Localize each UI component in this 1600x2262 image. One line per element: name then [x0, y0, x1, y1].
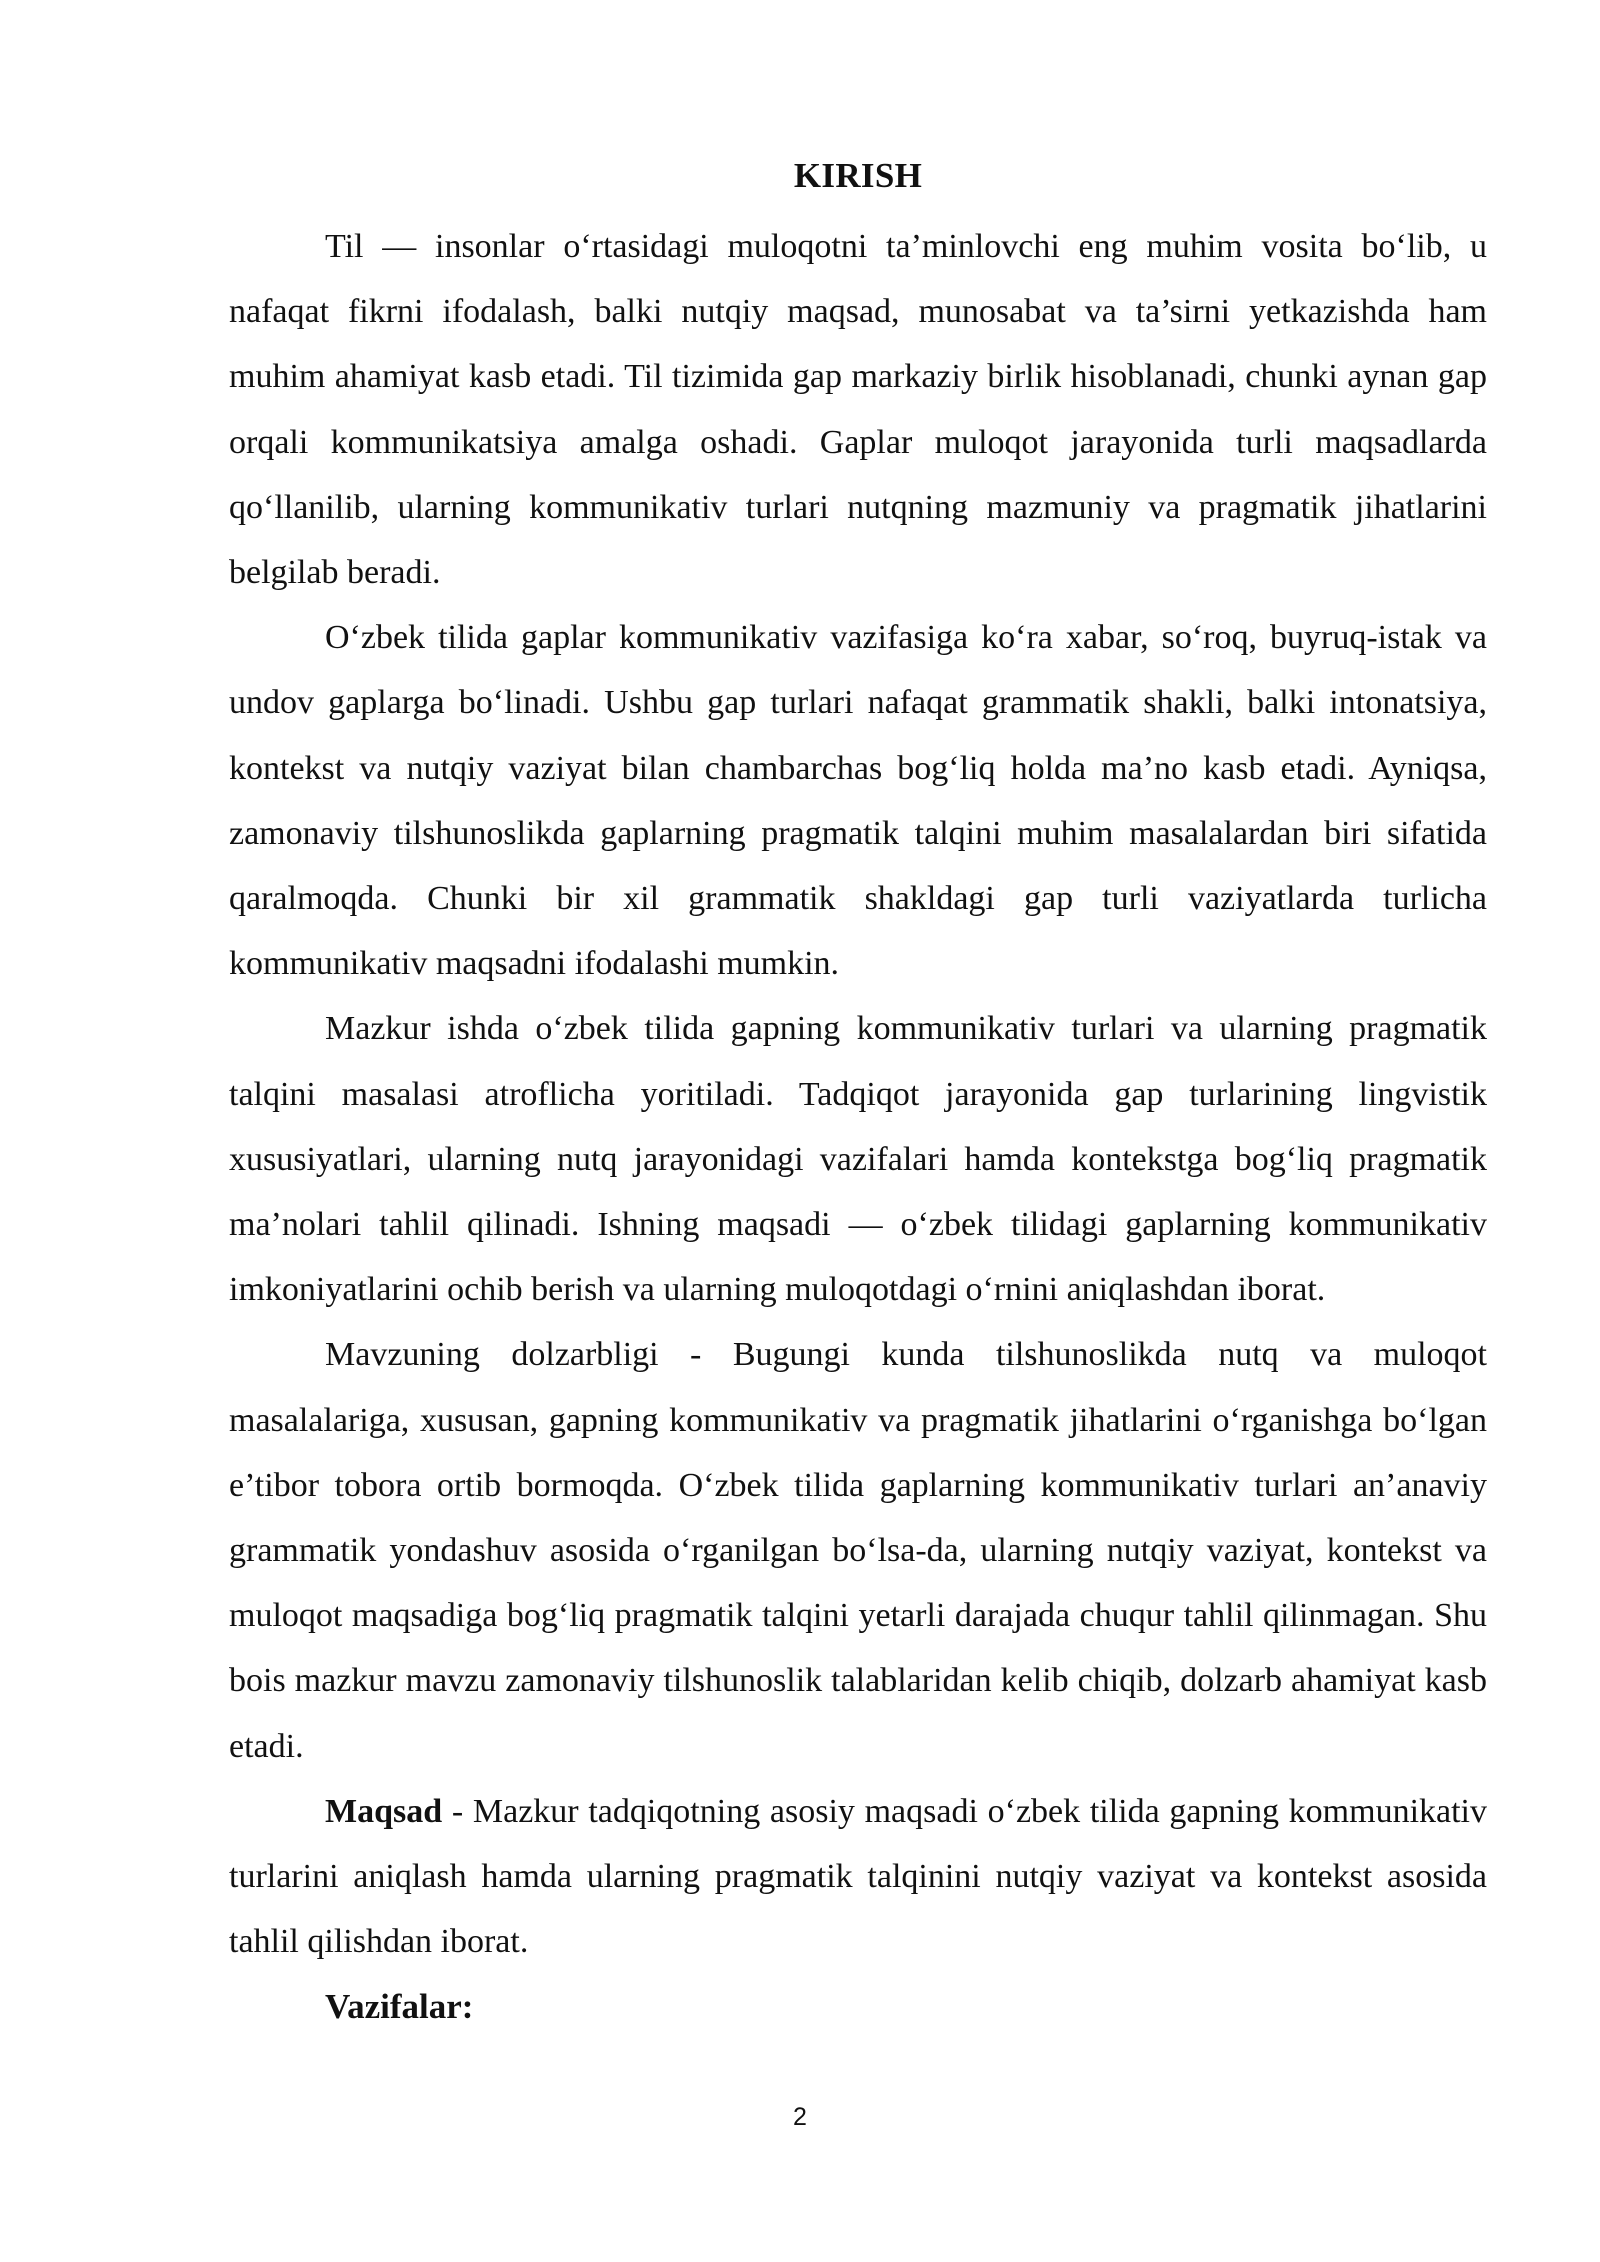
goal-label: Maqsad [325, 1792, 443, 1830]
tasks-heading: Vazifalar: [325, 1987, 474, 2027]
goal-text: - Mazkur tadqiqotning asosiy maqsadi o‘zbek tilida gapning kommunikativ turlarini aniqlash hamda ularning pragmatik talqinini nutqiy vaziyat va kontekst asosida tahlil qilishdan iborat. [229, 1792, 1487, 1961]
page-number: 2 [793, 2103, 807, 2131]
page-title: KIRISH [793, 156, 923, 195]
paragraph-sentence-types: O‘zbek tilida gaplar kommunikativ vazifasiga ko‘ra xabar, so‘roq, buyruq-istak va undov gaplarga bo‘linadi. Ushbu gap turlari nafaqat grammatik shakli, balki intonatsiya, kontekst va nutqiy vaziyat bilan chambarchas bog‘liq holda ma’no kasb etadi. Ayniqsa, zamonaviy tilshunoslikda gaplarning pragmatik talqini muhim masalalardan biri sifatida qaralmoqda. Chunki bir xil grammatik shakldagi gap turli vaziyatlarda turlicha kommunikativ maqsadni ifodalashi mumkin. [229, 619, 1487, 983]
paragraph-relevance: Mavzuning dolzarbligi - Bugungi kunda tilshunoslikda nutq va muloqot masalalariga, xususan, gapning kommunikativ va pragmatik jihatlarini o‘rganishga bo‘lgan e’tibor tobora ortib bormoqda. O‘zbek tilida gaplarning kommunikativ turlari an’anaviy grammatik yondashuv asosida o‘rganilgan bo‘lsa-da, ularning nutqiy vaziyat, kontekst va muloqot maqsadiga bog‘liq pragmatik talqini yetarli darajada chuqur tahlil qilinmagan. Shu bois mazkur mavzu zamonaviy tilshunoslik talablaridan kelib chiqib, dolzarb ahamiyat kasb etadi. [229, 1336, 1487, 1765]
document-page [229, 150, 1487, 2040]
paragraph-goal [229, 1779, 1487, 1975]
paragraph-work-scope: Mazkur ishda o‘zbek tilida gapning kommunikativ turlari va ularning pragmatik talqini masalasi atroflicha yoritiladi. Tadqiqot jarayonida gap turlarining lingvistik xususiyatlari, ularning nutq jarayonidagi vazifalari hamda kontekstga bog‘liq pragmatik ma’nolari tahlil qilinadi. Ishning maqsadi — o‘zbek tilidagi gaplarning kommunikativ imkoniyatlarini ochib berish va ularning muloqotdagi o‘rnini aniqlashdan iborat. [229, 1010, 1487, 1309]
paragraph-introduction: Til — insonlar o‘rtasidagi muloqotni ta’minlovchi eng muhim vosita bo‘lib, u nafaqat fikrni ifodalash, balki nutqiy maqsad, munosabat va ta’sirni yetkazishda ham muhim ahamiyat kasb etadi. Til tizimida gap markaziy birlik hisoblanadi, chunki aynan gap orqali kommunikatsiya amalga oshadi. Gaplar muloqot jarayonida turli maqsadlarda qo‘llanilib, ularning kommunikativ turlari nutqning mazmuniy va pragmatik jihatlarini belgilab beradi. [229, 228, 1487, 592]
